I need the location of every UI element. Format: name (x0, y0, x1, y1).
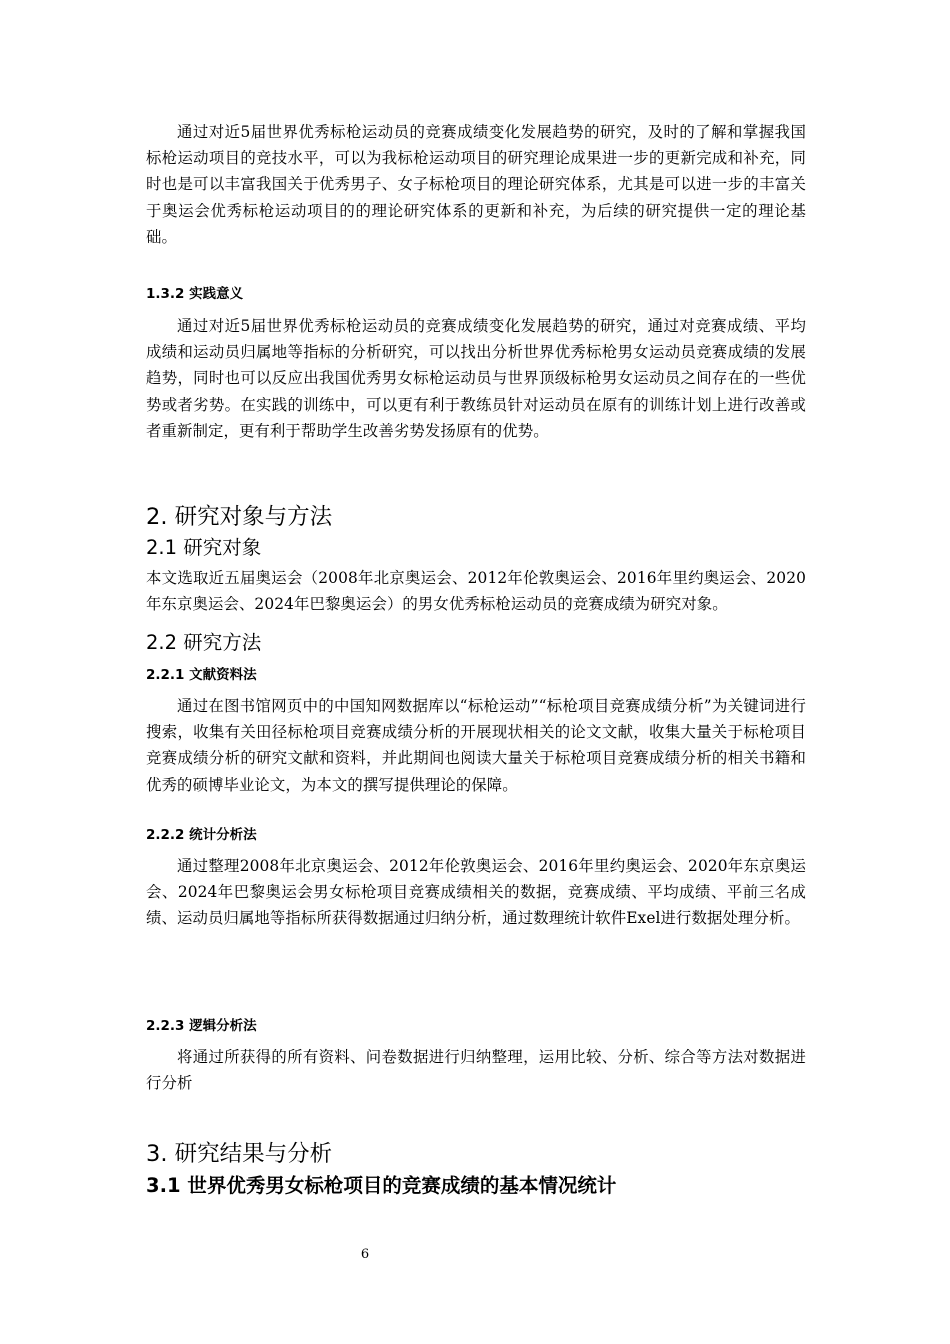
heading-2: 2. 研究对象与方法 (146, 504, 333, 530)
logic-paragraph: 将通过所获得的所有资料、问卷数据进行归纳整理，运用比较、分析、综合等方法对数据进行分析 (146, 1048, 806, 1093)
heading-3-1: 3.1 世界优秀男女标枪项目的竞赛成绩的基本情况统计 (146, 1174, 617, 1197)
heading-1-3-2: 1.3.2 实践意义 (146, 286, 244, 302)
heading-2-2-3: 2.2.3 逻辑分析法 (146, 1018, 257, 1034)
intro-paragraph: 通过对近5届世界优秀标枪运动员的竞赛成绩变化发展趋势的研究，及时的了解和掌握我国标枪运动项目的竞技水平，可以为我标枪运动项目的研究理论成果进一步的更新完成和补充，同时也是可以丰富我国关于优秀男子、女子标枪项目的理论研究体系，尤其是可以进一步的丰富关于奥运会优秀标枪运动项目的的理论研究体系的更新和补充，为后续的研究提供一定的理论基础。 (146, 123, 806, 246)
heading-2-2-2: 2.2.2 统计分析法 (146, 827, 257, 843)
page-number: 6 (360, 1247, 370, 1262)
heading-3: 3. 研究结果与分析 (146, 1141, 333, 1167)
statistics-paragraph: 通过整理2008年北京奥运会、2012年伦敦奥运会、2016年里约奥运会、2020年东京奥运会、2024年巴黎奥运会男女标枪项目竞赛成绩相关的数据，竞赛成绩、平均成绩、平前三名成绩、运动员归属地等指标所获得数据通过归纳分析，通过数理统计软件Exel进行数据处理分析。 (146, 857, 806, 928)
literature-paragraph: 通过在图书馆网页中的中国知网数据库以“标枪运动”“标枪项目竞赛成绩分析”为关键词进行搜索，收集有关田径标枪项目竞赛成绩分析的开展现状相关的论文文献，收集大量关于标枪项目竞赛成绩分析的研究文献和资料，并此期间也阅读大量关于标枪项目竞赛成绩分析的相关书籍和优秀的硕博毕业论文，为本文的撰写提供理论的保障。 (146, 697, 806, 794)
practice-paragraph: 通过对近5届世界优秀标枪运动员的竞赛成绩变化发展趋势的研究，通过对竞赛成绩、平均成绩和运动员归属地等指标的分析研究，可以找出分析世界优秀标枪男女运动员竞赛成绩的发展趋势，同时也可以反应出我国优秀男女标枪运动员与世界顶级标枪男女运动员之间存在的一些优势或者劣势。在实践的训练中，可以更有利于教练员针对运动员在原有的训练计划上进行改善或者重新制定，更有利于帮助学生改善劣势发扬原有的优势。 (146, 317, 806, 440)
object-paragraph: 本文选取近五届奥运会（2008年北京奥运会、2012年伦敦奥运会、2016年里约奥运会、2020年东京奥运会、2024年巴黎奥运会）的男女优秀标枪运动员的竞赛成绩为研究对象。 (146, 569, 806, 614)
heading-2-1: 2.1 研究对象 (146, 536, 262, 559)
heading-2-2: 2.2 研究方法 (146, 631, 262, 654)
heading-2-2-1: 2.2.1 文献资料法 (146, 667, 257, 683)
